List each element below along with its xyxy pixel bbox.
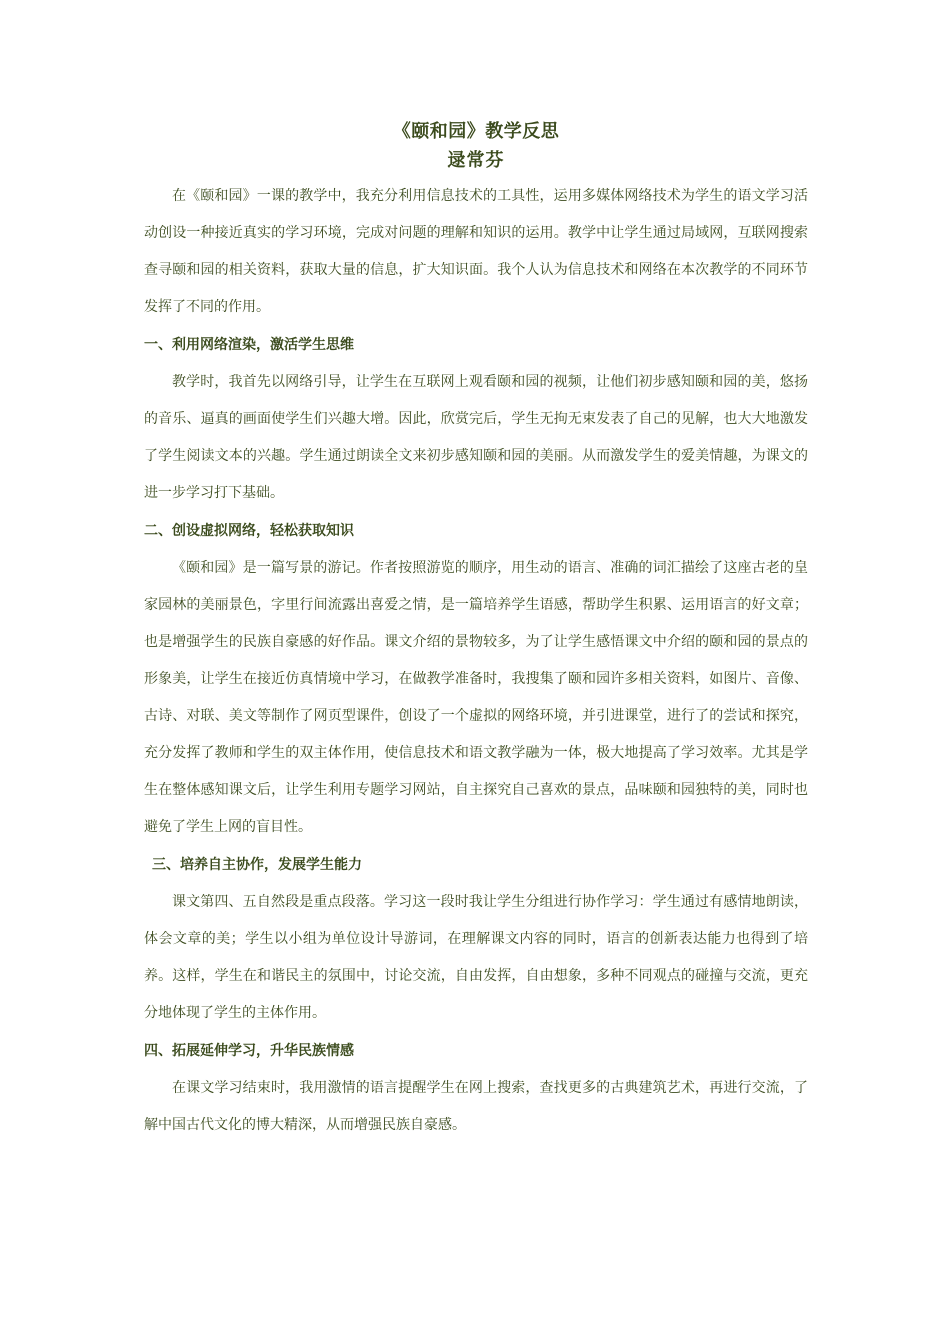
section-1-heading: 一、利用网络渲染，激活学生思维 [144,337,354,353]
document-page [144,118,808,1144]
document-author: 逯常芬 [447,150,505,171]
section-4-paragraph: 在课文学习结束时，我用激情的语言提醒学生在网上搜索，查找更多的古典建筑艺术，再进行交流，了解中国古代文化的博大精深，从而增强民族自豪感。 [144,1080,808,1133]
section-4-heading: 四、拓展延伸学习，升华民族情感 [144,1043,354,1059]
section-3-paragraph: 课文第四、五自然段是重点段落。学习这一段时我让学生分组进行协作学习：学生通过有感情地朗读，体会文章的美；学生以小组为单位设计导游词，在理解课文内容的同时，语言的创新表达能力也得到了培养。这样，学生在和谐民主的氛围中，讨论交流，自由发挥，自由想象，多种不同观点的碰撞与交流，更充分地体现了学生的主体作用。 [144,894,808,1021]
intro-paragraph: 在《颐和园》一课的教学中，我充分利用信息技术的工具性，运用多媒体网络技术为学生的语文学习活动创设一种接近真实的学习环境，完成对问题的理解和知识的运用。教学中让学生通过局域网，互联网搜索查寻颐和园的相关资料，获取大量的信息，扩大知识面。我个人认为信息技术和网络在本次教学的不同环节发挥了不同的作用。 [144,188,808,315]
section-1-paragraph: 教学时，我首先以网络引导，让学生在互联网上观看颐和园的视频，让他们初步感知颐和园的美，悠扬的音乐、逼真的画面使学生们兴趣大增。因此，欣赏完后，学生无拘无束发表了自己的见解，也大大地激发了学生阅读文本的兴趣。学生通过朗读全文来初步感知颐和园的美丽。从而激发学生的爱美情趣，为课文的进一步学习打下基础。 [144,374,808,501]
section-2-heading: 二、创设虚拟网络，轻松获取知识 [144,523,354,539]
document-title: 《颐和园》教学反思 [392,121,560,142]
section-3-heading: 三、培养自主协作，发展学生能力 [152,857,362,873]
section-2-paragraph: 《颐和园》是一篇写景的游记。作者按照游览的顺序，用生动的语言、准确的词汇描绘了这座古老的皇家园林的美丽景色，字里行间流露出喜爱之情，是一篇培养学生语感，帮助学生积累、运用语言的好文章；也是增强学生的民族自豪感的好作品。课文介绍的景物较多，为了让学生感悟课文中介绍的颐和园的景点的形象美，让学生在接近仿真情境中学习，在做教学准备时，我搜集了颐和园许多相关资料，如图片、音像、古诗、对联、美文等制作了网页型课件，创设了一个虚拟的网络环境，并引进课堂，进行了的尝试和探究，充分发挥了教师和学生的双主体作用，使信息技术和语文教学融为一体，极大地提高了学习效率。尤其是学生在整体感知课文后，让学生利用专题学习网站，自主探究自己喜欢的景点，品味颐和园独特的美，同时也避免了学生上网的盲目性。 [144,560,808,835]
